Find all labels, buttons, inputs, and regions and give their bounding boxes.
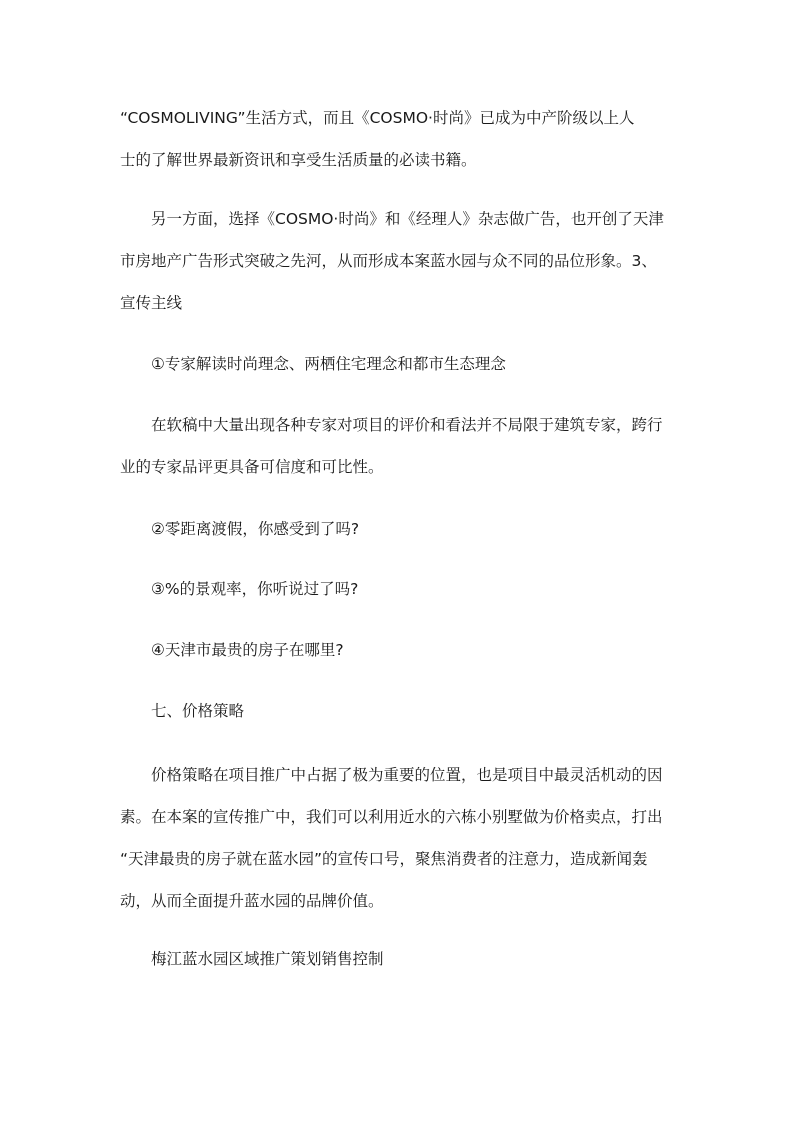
- text-line: 动，从而全面提升蓝水园的品牌价值。: [120, 892, 384, 910]
- text-line: 另一方面，选择《COSMO·时尚》和《经理人》杂志做广告，也开创了天津: [151, 210, 664, 228]
- paragraph-advertising-choice: [120, 198, 686, 324]
- paragraph-document-title: [120, 938, 686, 980]
- text-line: 素。在本案的宣传推广中，我们可以利用近水的六栋小别墅做为价格卖点，打出: [120, 808, 663, 826]
- text-line: 梅江蓝水园区域推广策划销售控制: [151, 950, 384, 968]
- text-line: ①专家解读时尚理念、两栖住宅理念和都市生态理念: [151, 355, 506, 373]
- list-item-zero-distance-vacation: [120, 508, 686, 550]
- text-line: 业的专家品评更具备可信度和可比性。: [120, 458, 384, 476]
- text-line: ④天津市最贵的房子在哪里?: [151, 641, 344, 659]
- text-line: 士的了解世界最新资讯和享受生活质量的必读书籍。: [120, 151, 477, 169]
- list-item-expert-interpretation: [120, 343, 686, 385]
- text-line: 价格策略在项目推广中占据了极为重要的位置，也是项目中最灵活机动的因: [151, 766, 663, 784]
- text-line: ②零距离渡假，你感受到了吗?: [151, 520, 360, 538]
- text-line: “天津最贵的房子就在蓝水园”的宣传口号，聚焦消费者的注意力，造成新闻轰: [120, 850, 648, 868]
- list-item-landscape-rate: [120, 568, 686, 610]
- paragraph-cosmoliving-lifestyle: [120, 97, 686, 181]
- text-line: 在软稿中大量出现各种专家对项目的评价和看法并不局限于建筑专家，跨行: [151, 416, 663, 434]
- text-line: “COSMOLIVING”生活方式，而且《COSMO·时尚》已成为中产阶级以上人: [120, 109, 635, 127]
- text-line: 七、价格策略: [151, 702, 245, 720]
- text-line: ③%的景观率，你听说过了吗?: [151, 580, 359, 598]
- text-line: 市房地产广告形式突破之先河，从而形成本案蓝水园与众不同的品位形象。3、: [120, 252, 657, 270]
- paragraph-expert-reviews: [120, 404, 686, 488]
- section-heading-price-strategy: [120, 690, 686, 732]
- paragraph-price-strategy: [120, 754, 686, 922]
- text-line: 宣传主线: [120, 294, 183, 312]
- list-item-most-expensive-house: [120, 629, 686, 671]
